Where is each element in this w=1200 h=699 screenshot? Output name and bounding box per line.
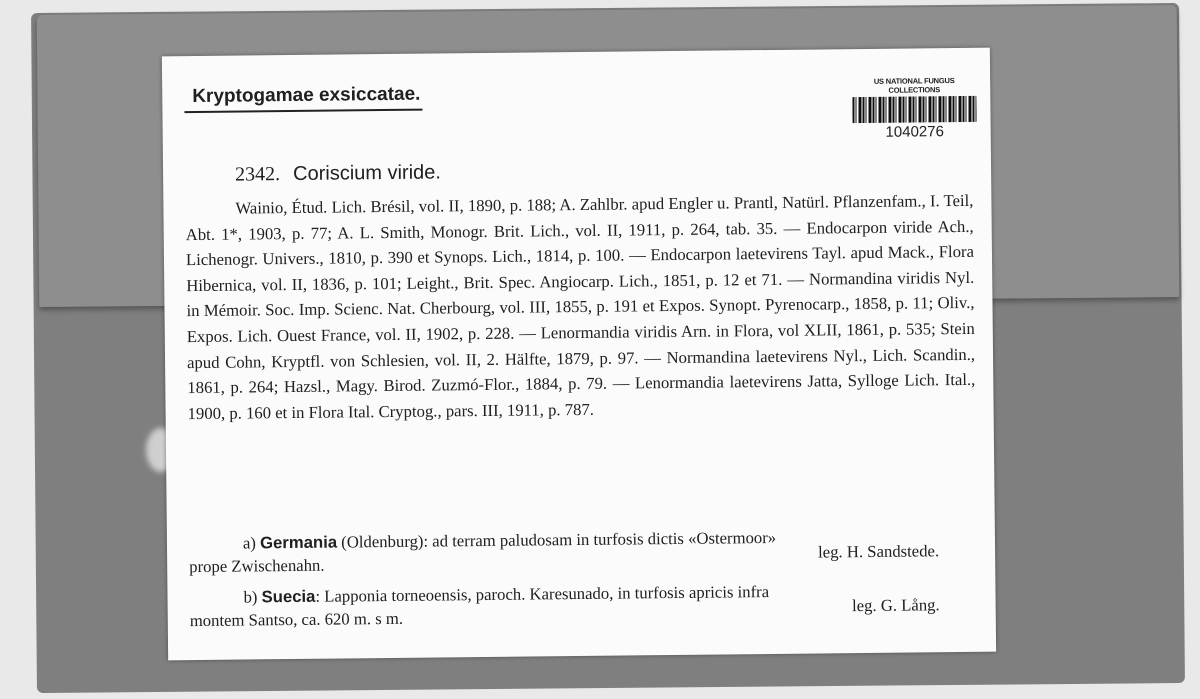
locality-b-collector: leg. G. Lång. bbox=[851, 595, 940, 616]
specimen-label bbox=[162, 48, 996, 661]
references-block bbox=[185, 188, 975, 427]
taxon-name: Coriscium viride. bbox=[292, 161, 442, 185]
taxon-heading bbox=[235, 161, 441, 186]
locality-a-collector: leg. H. Sandstede. bbox=[818, 541, 940, 562]
locality-a-country: Germania bbox=[260, 532, 338, 553]
locality-a-text: (Oldenburg): ad terram paludosam in turfosis dictis «Ostermoor» bbox=[341, 527, 777, 552]
exsiccata-number: 2342. bbox=[234, 163, 281, 186]
series-title: Kryptogamae exsiccatae. bbox=[184, 84, 422, 113]
locality-b bbox=[189, 578, 977, 632]
references-text: Wainio, Étud. Lich. Brésil, vol. II, 1890, p. 188; A. Zahlbr. apud Engler u. Prantl, Natürl. Pflanzenfam., I. Teil, Abt. 1*, 1903, p. 77; A. L. Smith, Monogr. Brit. Lich., vol. II, 1911, p. 264, tab. 35. — Endocarpon viride Ach., Lichenogr. Univers., 1810, p. 390 et Synops. Lich., 1814, p. 100. — Endocarpon laetevirens Tayl. apud Mack., Flora Hibernica, vol. II, 1836, p. 101; Leight., Brit. Spec. Angiocarp. Lich., 1851, p. 12 et 71. — Normandina viridis Nyl. in Mémoir. Soc. Imp. Scienc. Nat. Cherbourg, vol. III, 1855, p. 191 et Expos. Synopt. Pyrenocarp., 1858, p. 11; Oliv., Expos. Lich. Ouest France, vol. II, 1902, p. 228. — Lenormandia viridis Arn. in Flora, vol XLII, 1861, p. 535; Stein apud Cohn, Kryptfl. von Schlesien, vol. II, 2. Hälfte, 1879, p. 97. — Normandina laetevirens Nyl., Lich. Scandin., 1861, p. 264; Hazsl., Magy. Birod. Zuzmó-Flor., 1884, p. 79. — Lenormandia laetevirens Jatta, Sylloge Lich. Ital., 1900, p. 160 et in Flora Ital. Cryptog., pars. III, 1911, p. 787. bbox=[185, 190, 976, 423]
locality-b-text: : Lapponia torneoensis, paroch. Karesunado, in turfosis apricis infra bbox=[315, 582, 770, 606]
barcode-block bbox=[848, 76, 981, 141]
locality-a-text2: prope Zwischenahn. bbox=[189, 555, 325, 577]
locality-b-marker: b) bbox=[243, 587, 258, 607]
locality-a bbox=[189, 524, 977, 578]
locality-b-text2: montem Santso, ca. 620 m. s m. bbox=[189, 608, 404, 631]
barcode-image bbox=[852, 96, 976, 123]
locality-b-country: Suecia bbox=[261, 586, 316, 607]
collection-name: US NATIONAL FUNGUS COLLECTIONS bbox=[873, 76, 955, 95]
locality-a-marker: a) bbox=[242, 533, 257, 553]
barcode-number: 1040276 bbox=[885, 123, 944, 141]
